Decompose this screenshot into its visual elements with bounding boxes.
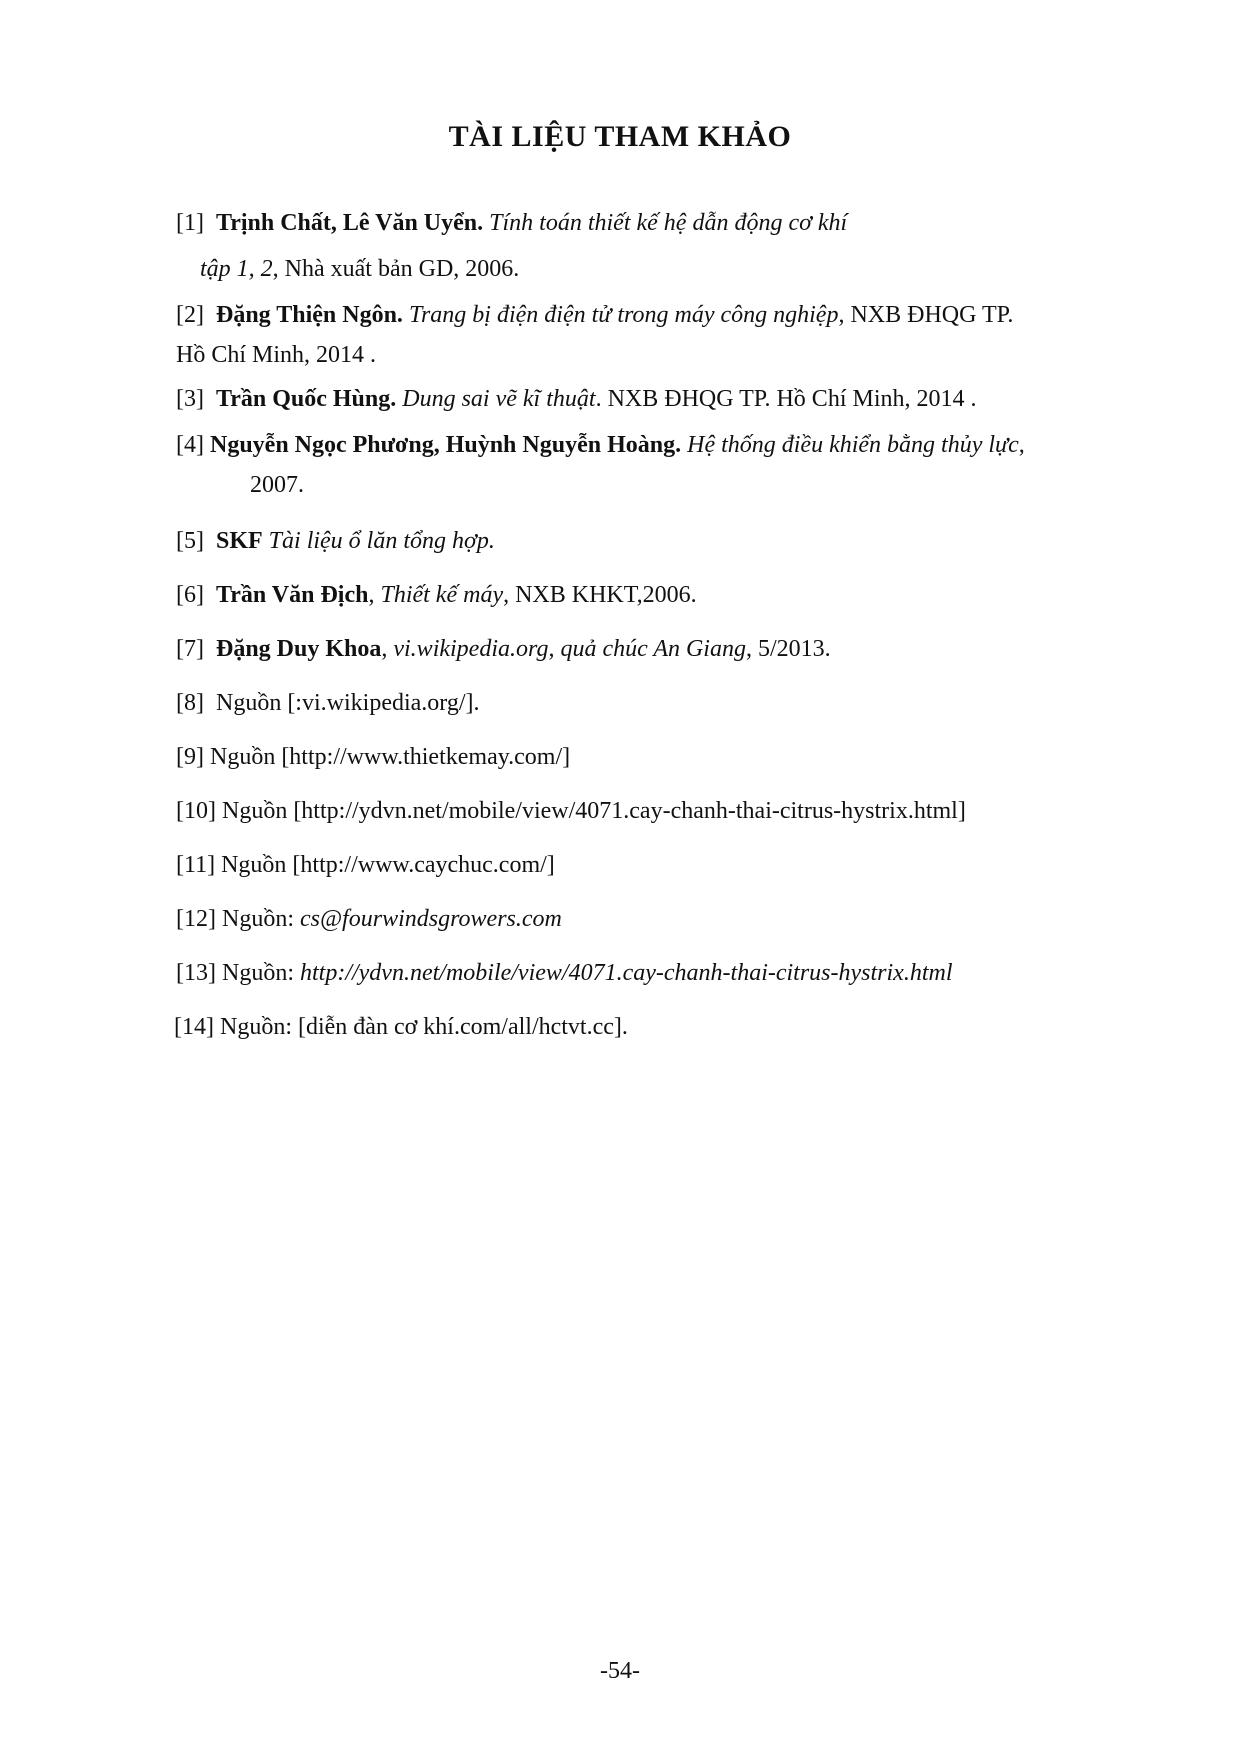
ref-author: Trần Quốc Hùng.: [215, 386, 397, 412]
ref-number: [9]: [176, 744, 204, 770]
ref-author: Đặng Duy Khoa: [215, 636, 382, 662]
ref-number: [4]: [176, 432, 204, 458]
reference-12: [176, 900, 562, 938]
ref-number: [10]: [176, 798, 216, 824]
ref-title: Trang bị điện điện tử trong máy công nghiệp: [408, 302, 839, 328]
reference-11: [176, 846, 555, 884]
ref-text: Nguồn [http://www.caychuc.com/]: [221, 852, 555, 878]
ref-author: Nguyễn Ngọc Phương, Huỳnh Nguyễn Hoàng.: [209, 432, 682, 458]
ref-label: Nguồn:: [221, 960, 294, 986]
ref-number: [7]: [176, 636, 204, 662]
ref-year: 2007.: [250, 472, 304, 498]
ref-number: [11]: [176, 852, 216, 878]
reference-6: [176, 576, 697, 614]
ref-text: Nguồn [http://ydvn.net/mobile/view/4071.cay-chanh-thai-citrus-hystrix.html]: [221, 798, 966, 824]
ref-number: [8]: [176, 690, 204, 716]
ref-author: Đặng Thiện Ngôn.: [215, 302, 403, 328]
ref-title: Thiết kế máy: [380, 582, 504, 608]
page-number: -54-: [600, 1658, 640, 1684]
reference-2: [176, 296, 1013, 334]
ref-author: Trần Văn Địch: [215, 582, 369, 608]
ref-separator: ,: [381, 636, 394, 662]
ref-publisher: , NXB KHKT,2006.: [503, 582, 697, 608]
ref-number: [5]: [176, 528, 204, 554]
reference-4-continued: [250, 466, 304, 504]
ref-author: SKF: [215, 528, 263, 554]
ref-number: [2]: [176, 302, 204, 328]
reference-4: [176, 426, 1025, 464]
ref-title: vi.wikipedia.org, quả chúc An Giang: [393, 636, 746, 662]
ref-publisher: , 5/2013.: [745, 636, 831, 662]
ref-title: cs@fourwindsgrowers.com: [299, 906, 562, 932]
ref-number: [12]: [176, 906, 216, 932]
reference-10: [176, 792, 966, 830]
reference-2-continued: [176, 336, 376, 374]
ref-number: [3]: [176, 386, 204, 412]
reference-14: [174, 1008, 628, 1046]
ref-title: Tính toán thiết kế hệ dẫn động cơ khí: [489, 210, 848, 236]
reference-13: [176, 954, 953, 992]
ref-title: Hệ thống điều khiển bằng thủy lực: [687, 432, 1019, 458]
ref-title: Dung sai vẽ kĩ thuật: [402, 386, 596, 412]
ref-number: [14]: [174, 1014, 214, 1040]
ref-title: Tài liệu ổ lăn tổng hợp.: [268, 528, 495, 554]
ref-publisher: , Nhà xuất bản GD, 2006.: [272, 256, 520, 282]
ref-text: Nguồn [http://www.thietkemay.com/]: [209, 744, 571, 770]
ref-title: tập 1, 2: [200, 256, 273, 282]
reference-7: [176, 630, 831, 668]
ref-punct: ,: [1018, 432, 1025, 458]
ref-number: [1]: [176, 210, 204, 236]
ref-separator: ,: [368, 582, 381, 608]
ref-number: [13]: [176, 960, 216, 986]
ref-author: Trịnh Chất, Lê Văn Uyển.: [215, 210, 484, 236]
ref-text: Nguồn [:vi.wikipedia.org/].: [215, 690, 480, 716]
ref-label: Nguồn:: [221, 906, 294, 932]
reference-3: [176, 380, 977, 418]
ref-publisher: , NXB ĐHQG TP.: [838, 302, 1014, 328]
page-title: TÀI LIỆU THAM KHẢO: [448, 120, 792, 153]
ref-title: http://ydvn.net/mobile/view/4071.cay-chanh-thai-citrus-hystrix.html: [299, 960, 953, 986]
ref-text: Nguồn: [diễn đàn cơ khí.com/all/hctvt.cc].: [219, 1014, 628, 1040]
ref-number: [6]: [176, 582, 204, 608]
reference-5: [176, 522, 495, 560]
ref-publisher: . NXB ĐHQG TP. Hồ Chí Minh, 2014 .: [595, 386, 977, 412]
reference-8: [176, 684, 480, 722]
reference-1-continued: [200, 250, 519, 288]
reference-9: [176, 738, 570, 776]
reference-1: [176, 204, 847, 242]
ref-publisher: Hồ Chí Minh, 2014 .: [176, 342, 377, 368]
